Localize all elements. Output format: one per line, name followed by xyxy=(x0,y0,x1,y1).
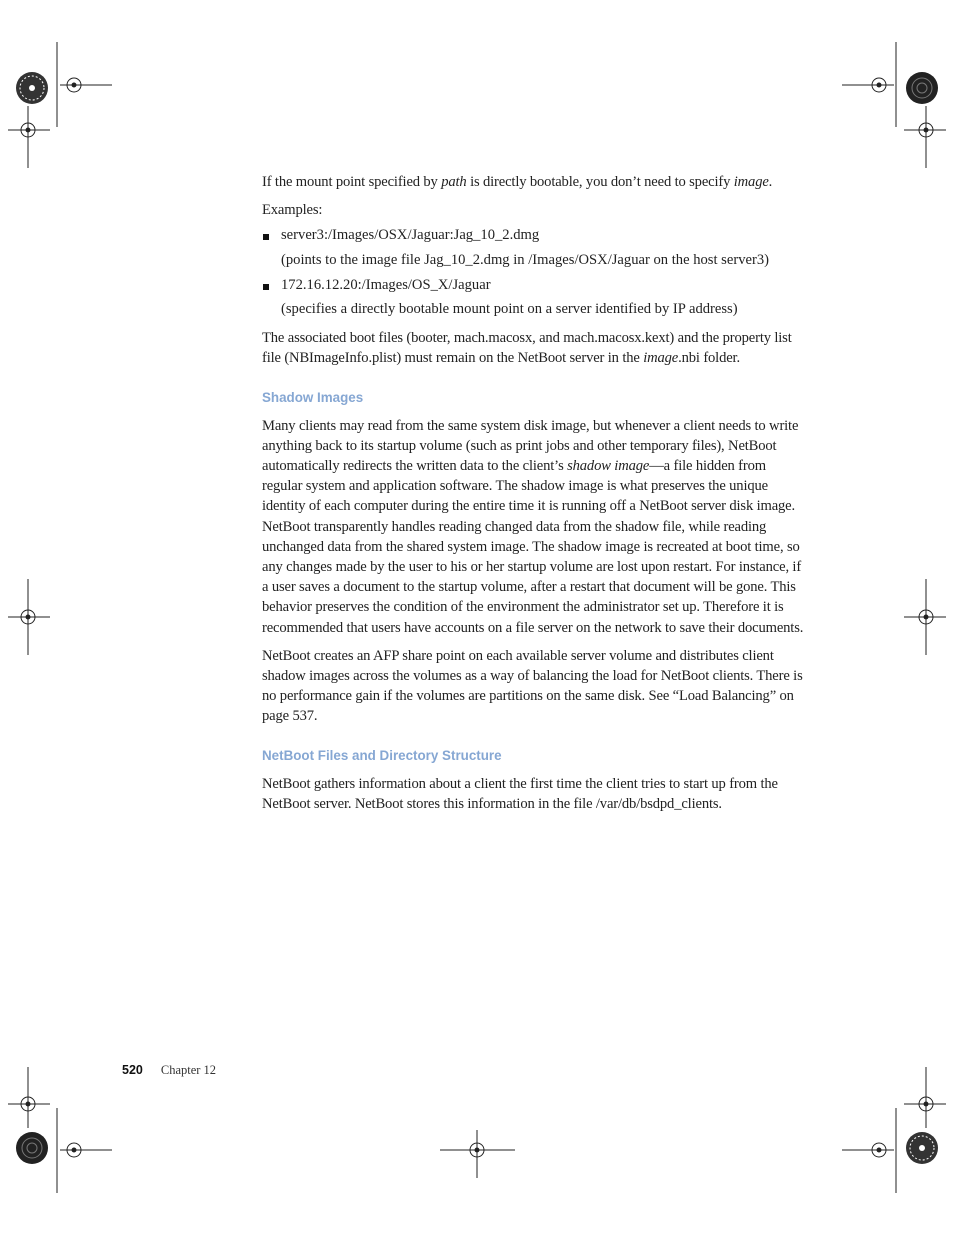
paragraph-shadow-images: Many clients may read from the same system disk image, but whenever a client needs to write anything back to its startup volume (such as print jobs and other temporary files), NetBoot automatically redirects the written data to the client’s shadow image—a file hidden from regular system and application software. The shadow image is what preserves the unique identity of each computer during the entire time it is running off a NetBoot server disk image. NetBoot transparently handles reading changed data from the shadow file, while reading unchanged data from the shared system image. The shadow image is recreated at boot time, so any changes made by the user to his or her startup volume are lost upon restart. For instance, if a user saves a document to the startup volume, after a restart that document will be gone. This behavior preserves the condition of the environment the administrator set up. Therefore it is recommended that users have accounts on a file server on the network to save their documents. xyxy=(262,417,804,636)
list-item: 172.16.12.20:/Images/OS_X/Jaguar xyxy=(262,275,806,295)
list-item-note: (points to the image file Jag_10_2.dmg in /Images/OSX/Jaguar on the host server3) xyxy=(281,251,769,268)
examples-label: Examples: xyxy=(262,202,323,219)
page-number: 520 xyxy=(122,1063,143,1077)
paragraph-boot-files: The associated boot files (booter, mach.macosx, and mach.macosx.kext) and the property list file (NBImageInfo.plist) must remain on the NetBoot server in the image.nbi folder. xyxy=(262,330,792,367)
heading-shadow-images: Shadow Images xyxy=(262,389,364,405)
chapter-label: Chapter 12 xyxy=(160,1063,217,1077)
page-footer xyxy=(122,1063,216,1078)
paragraph-netboot-files: NetBoot gathers information about a client the first time the client tries to start up from the NetBoot server. NetBoot stores this information in the file /var/db/bsdpd_clients. xyxy=(262,775,778,812)
list-item-note: (specifies a directly bootable mount point on a server identified by IP address) xyxy=(281,301,738,318)
page-body xyxy=(262,172,806,814)
list-item: server3:/Images/OSX/Jaguar:Jag_10_2.dmg xyxy=(262,225,806,245)
bullet-square-icon xyxy=(263,284,269,290)
paragraph-mount-point: If the mount point specified by path is directly bootable, you don’t need to specify image. xyxy=(262,174,773,190)
paragraph-afp-share: NetBoot creates an AFP share point on each available server volume and distributes client shadow images across the volumes as a way of balancing the load for NetBoot clients. There is no performance gain if the volumes are partitions on the same disk. See “Load Balancing” on page 537. xyxy=(262,647,803,725)
bullet-square-icon xyxy=(263,234,269,240)
heading-netboot-files: NetBoot Files and Directory Structure xyxy=(262,747,502,763)
